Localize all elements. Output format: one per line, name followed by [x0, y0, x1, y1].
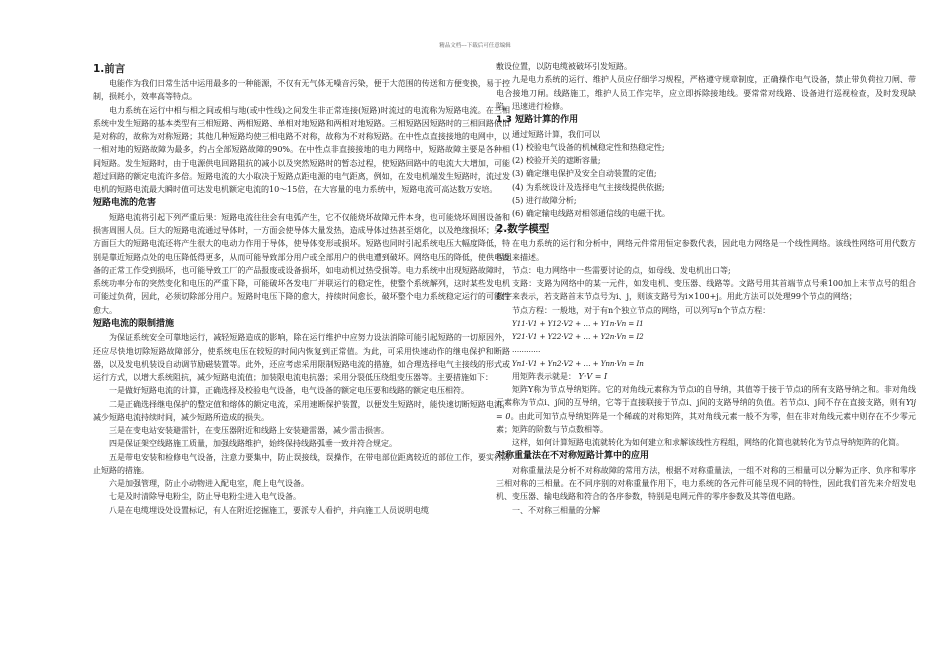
page-header: 精品文档---下载后可任意编辑	[439, 43, 511, 49]
node-equation-2: Y21·V1 + Y22·V2 + … + Y2n·Vn = I2	[512, 332, 644, 341]
equation-ellipsis: …………	[512, 345, 541, 355]
model-paragraph-5b: 。由此可知节点导纳矩阵是一个稀疏的对称矩阵，其对角线元素一般不为零，但在非对角线元素中则存在不少零元素；矩阵的阶数与节点数相等。	[496, 411, 916, 434]
role-item: (3) 确定继电保护及安全自动装置的定值;	[512, 169, 657, 179]
model-paragraph-4: 节点方程：一般地，对于有n个独立节点的网络，可以列写n个节点方程：	[512, 305, 771, 315]
model-paragraph-6: 这样，如何计算短路电流就转化为如何建立和求解该线性方程组，网络的化简也就转化为节点导纳矩阵的化简。	[512, 438, 904, 447]
continued-paragraph: 敷设位置，以防电缆被破坏引发短路。	[496, 62, 632, 71]
heading-role: 1.3 短路计算的作用	[496, 115, 579, 125]
limit-paragraph-0: 为保证系统安全可靠地运行，减轻短路造成的影响，除在运行维护中应努力设法消除可能引起短路的一切原因外，还应尽快地切除短路故障部分，使系统电压在较短的时间内恢复到正常值。为此，可采用快速动作的继电保护和断路器，以及发电机装设自动调节励磁装置等。此外，还应考虑采用限制短路电流的措施，如合理选择电气主接线的形式或运行方式，以增大系统阻抗，减少短路电流值；加装限电流电抗器；采用分裂低压绕组变压器等。主要措施如下：	[93, 333, 510, 382]
limit-paragraph-6: 六是加强管理，防止小动物进入配电室，爬上电气设备。	[109, 479, 309, 488]
role-item: (5) 进行故障分析;	[512, 195, 577, 205]
matrix-form-line	[496, 370, 916, 383]
limit-paragraph-8: 八是在电缆埋设处设置标记，有人在附近挖掘施工，要派专人看护，并向施工人员说明电缆	[109, 505, 429, 515]
symmetric-subheading: 一、不对称三相量的分解	[512, 505, 600, 515]
matrix-equation: Y·V = I	[578, 371, 608, 381]
limit-paragraph-4: 四是保证架空线路施工质量，加强线路维护，始终保持线路弧垂一致并符合规定。	[109, 439, 397, 449]
model-paragraph-2: 节点：电力网络中一些需要讨论的点，如母线、发电机出口等;	[512, 265, 731, 275]
left-column	[93, 60, 510, 517]
model-paragraph-1: 在电力系统的运行和分析中，网络元件常用恒定参数代表，因此电力网络是一个线性网络。该线性网络可用代数方程组来描述。	[496, 239, 916, 262]
role-item: (4) 为系统设计及选择电气主接线提供依据;	[512, 182, 665, 192]
limit-paragraph-1: 一是做好短路电流的计算，正确选择及校验电气设备，电气设备的额定电压要和线路的额定电压相符。	[109, 386, 469, 396]
limit-paragraph-5: 五是带电安装和检修电气设备，注意力要集中，防止误接线，误操作，在带电部位距离较近的部位工作，要实行防止短路的措施。	[93, 452, 510, 475]
limit-paragraph-7: 七是及时清除导电粉尘，防止导电粉尘进入电气设备。	[109, 492, 301, 502]
right-column	[496, 60, 916, 517]
model-paragraph-5	[496, 383, 916, 436]
role-intro: 通过短路计算，我们可以	[512, 129, 600, 139]
harm-paragraph: 短路电流将引起下列严重后果：短路电流往往会有电弧产生，它不仅能烧坏故障元件本身，也可能烧坏周围设备和损害周围人员。巨大的短路电流通过导体时，一方面会使导体大量发热，造成导体过热甚至熔化，以及绝缘损坏；另一方面巨大的短路电流还将产生很大的电动力作用于导体，使导体变形或损坏。短路也同时引起系统电压大幅度降低，特别是靠近短路点处的电压降低得更多，从而可能导致部分用户或全部用户的供电遭到破坏。网络电压的降低，使供电设备的正常工作受到损坏，也可能导致工厂的产品报废或设备损坏，如电动机过热受损等。电力系统中出现短路故障时，系统功率分布的突然变化和电压的严重下降，可能破坏各发电厂并联运行的稳定性，使整个系统解列，这时某些发电机可能过负荷，因此，必须切除部分用户。短路时电压下降的愈大，持续时间愈长，破坏整个电力系统稳定运行的可能性愈大。	[93, 212, 510, 315]
yij-zero-formula: Yij = 0	[496, 398, 916, 421]
role-list	[496, 141, 916, 221]
symmetric-paragraph: 对称重量法是分析不对称故障的常用方法，根据不对称重量法，一组不对称的三相量可以分解为正序、负序和零序三相对称的三相量。在不同序别的对称重量作用下，电力系统的各元件可能呈现不同的特性，因此我们首先来介绍发电机、变压器、输电线路和符合的各序参数，特别是电网元件的零序参数及其等值电路。	[496, 465, 916, 502]
heading-limit: 短路电流的限制措施	[93, 318, 175, 329]
heading-intro: 1.前言	[93, 63, 126, 75]
intro-paragraph-1: 电能作为我们日常生活中运用最多的一种能源，不仅有无气体无噪音污染，便于大范围的传送和方便变换，易于控制，损耗小，效率高等特点。	[93, 79, 510, 102]
role-item: (6) 确定输电线路对相邻通信线的电磁干扰。	[512, 209, 670, 218]
limit-paragraph-2: 二是正确选择继电保护的整定值和熔体的额定电流，采用速断保护装置，以便发生短路时，能快速切断短路电流，减少短路电流持续时间，减少短路所造成的损失。	[93, 399, 510, 422]
node-equation-n: Yn1·V1 + Yn2·V2 + … + Ynn·Vn = In	[512, 358, 644, 368]
model-paragraph-5a: 矩阵Y称为节点导纳矩阵。它的对角线元素称为节点i的自导纳，其值等于接于节点i的所有支路导纳之和。非对角线元素称为节点i、j间的互导纳，它等于直接联接于节点i、j间的支路导纳的负值。若节点i、j间不存在直接支路，则有	[496, 385, 916, 408]
role-item: (2) 校验开关的遮断容量;	[512, 156, 601, 165]
limit-paragraph-3: 三是在变电站安装避雷针，在变压器附近和线路上安装避雷器，减少雷击损害。	[109, 426, 389, 435]
role-item: (1) 校验电气设备的机械稳定性和热稳定性;	[512, 142, 665, 152]
heading-model: 2.数学模型	[496, 223, 550, 236]
node-equation-1: Y11·V1 + Y12·V2 + … + Y1n·Vn = I1	[512, 318, 644, 328]
limit-paragraph-9: 九是电力系统的运行、维护人员应仔细学习规程，严格遵守规章制度，正确操作电气设备，禁止带负荷拉刀闸、带电合接地刀闸。线路施工，维护人员工作完毕，应立即拆除接地线。要常常对线路、设备进行巡视检查，及时发现缺陷，迅速进行检修。	[496, 75, 916, 111]
heading-symmetric: 对称重量法在不对称短路计算中的应用	[496, 451, 650, 462]
intro-paragraph-2: 电力系统在运行中相与相之间或相与地(或中性线)之间发生非正常连接(短路)时流过的电流称为短路电流。在三相系统中发生短路的基本类型有三相短路、两相短路、单相对地短路和两相对地短路。三相短路因短路时的三相回路依旧是对称的，故称为对称短路；其他几种短路均使三相电路不对称，故称为不对称短路。在中性点直接接地的电网中，以一相对地的短路故障为最多，约占全部短路故障的90%。在中性点非直接接地的电力网络中，短路故障主要是各种相间短路。发生短路时，由于电源供电回路阻抗的减小以及突然短路时的暂态过程，使短路回路中的电流大大增加，可能超过回路的额定电流许多倍。短路电流的大小取决于短路点距电源的电气距离，例如，在发电机端发生短路时，流过发电机的短路电流最大瞬时值可达发电机额定电流的10～15倍，在大容量的电力系统中，短路电流可高达数万安培。	[93, 105, 510, 194]
model-paragraph-3: 支路：支路为网络中的某一元件，如发电机、变压器、线路等。文路号用其首端节点号乘100加上末节点号的组合数字来表示，若支路首末节点号为i、j，则该支路号为i×100+j。用此方法可以处理99个节点的网络；	[496, 279, 916, 302]
heading-harm: 短路电流的危害	[93, 198, 157, 209]
matrix-label: 用矩阵表示就是：	[512, 371, 576, 381]
